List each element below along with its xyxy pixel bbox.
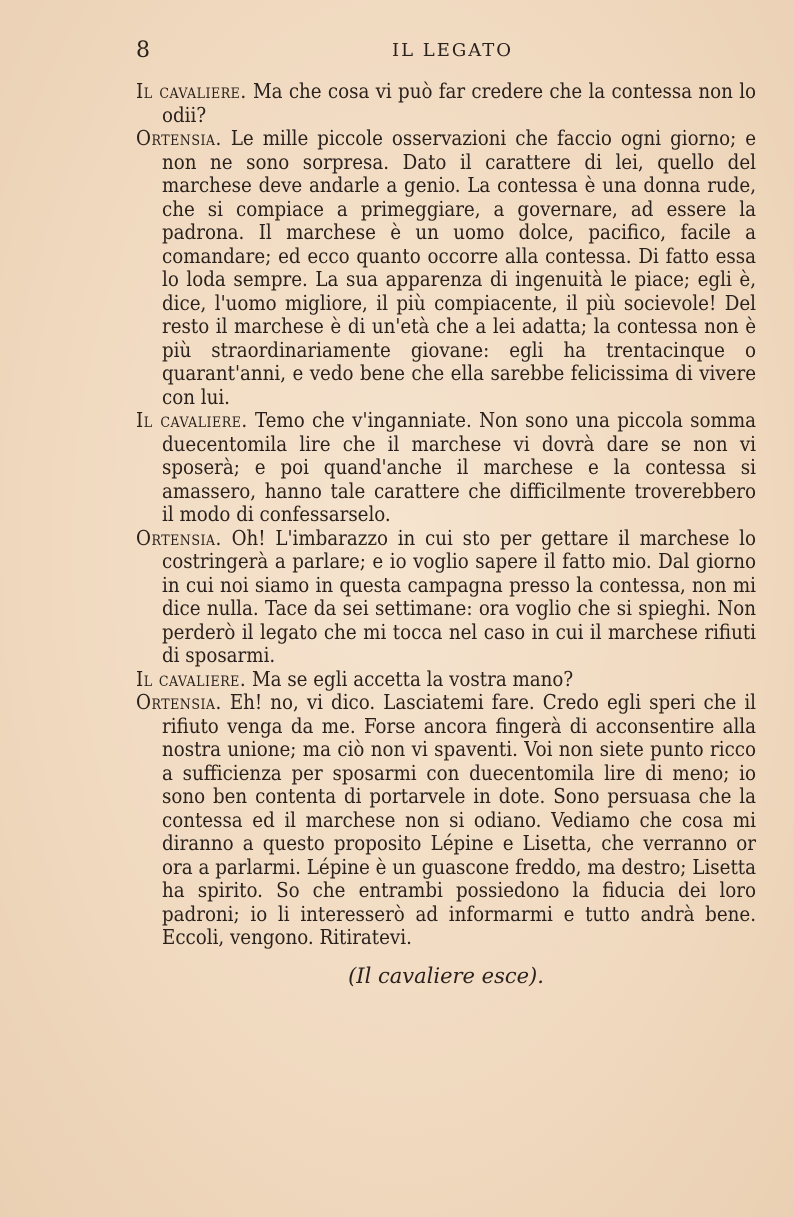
speaker-name: Ortensia.	[136, 690, 222, 714]
speech-text: Ma se egli accetta la vostra mano?	[251, 666, 574, 691]
speech-paragraph	[136, 80, 756, 127]
speech-paragraph	[136, 409, 756, 527]
dialogue-text	[136, 80, 756, 988]
speech-text: Le mille piccole osservazioni che faccio ogni giorno; e non ne sono sorpresa. Dato il carattere di lei, quello del marchese deve andarle a genio. La contessa è una donna rude, che si compiace a primeggiare, a governare, ad essere la padrona. Il marchese è un uomo dolce, pacifico, facile a comandare; ed ecco quanto occorre alla contessa. Di fatto essa lo loda sempre. La sua apparenza di ingenuità le piace; egli è, dice, l'uomo migliore, il più compiacente, il più socievole! Del resto il marchese è di un'età che a lei adatta; la contessa non è più straordinariamente giovane: egli ha trentacinque o quarant'anni, e vedo bene che ella sarebbe felicissima di vivere con lui.	[162, 126, 757, 409]
speech-paragraph	[136, 127, 756, 409]
speech-paragraph	[136, 527, 756, 668]
speaker-name: Il cavaliere.	[136, 408, 248, 432]
speech-text: Eh! no, vi dico. Lasciatemi fare. Credo egli speri che il rifiuto venga da me. Forse ancora fingerà di acconsentire alla nostra unione; ma ciò non vi spaventi. Voi non siete punto ricco a sufficienza per sposarmi con duecentomila lire di meno; io sono ben contenta di portarvele in dote. Sono persuasa che la contessa ed il marchese non si odiano. Vediamo che cosa mi diranno a questo proposito Lépine e Lisetta, che verranno or ora a parlarmi. Lépine è un guascone freddo, ma destro; Lisetta ha spirito. So che entrambi possiedono la fiducia dei loro padroni; io li interesserò ad informarmi e tutto andrà bene. Eccoli, vengono. Ritiratevi.	[162, 690, 756, 949]
page-header	[136, 38, 756, 68]
speaker-name: Il cavaliere.	[136, 666, 247, 691]
running-title: IL LEGATO	[392, 40, 514, 61]
page-number: 8	[136, 38, 150, 63]
speech-paragraph	[136, 691, 756, 950]
speech-text: Temo che v'inganniate. Non sono una piccola somma duecentomila lire che il marchese vi dovrà dare se non vi sposerà; e poi quand'anche il marchese e la contessa si amassero, hanno tale carattere che difficilmente troverebbero il modo di confessarselo.	[162, 408, 756, 526]
speech-text: Ma che cosa vi può far credere che la contessa non lo odii?	[162, 79, 757, 127]
speaker-name: Il cavaliere.	[136, 79, 247, 103]
stage-direction: (Il cavaliere esce).	[348, 963, 544, 988]
speech-paragraph	[136, 668, 756, 692]
speaker-name: Ortensia.	[136, 126, 222, 150]
speaker-name: Ortensia.	[136, 525, 222, 550]
speech-text: Oh! L'imbarazzo in cui sto per gettare il marchese lo costringerà a parlare; e io voglio sapere il fatto mio. Dal giorno in cui noi siamo in questa campagna presso la contessa, non mi dice nulla. Tace da sei settimane: ora voglio che si spieghi. Non perderò il legato che mi tocca nel caso in cui il marchese rifiuti di sposarmi.	[162, 525, 757, 667]
